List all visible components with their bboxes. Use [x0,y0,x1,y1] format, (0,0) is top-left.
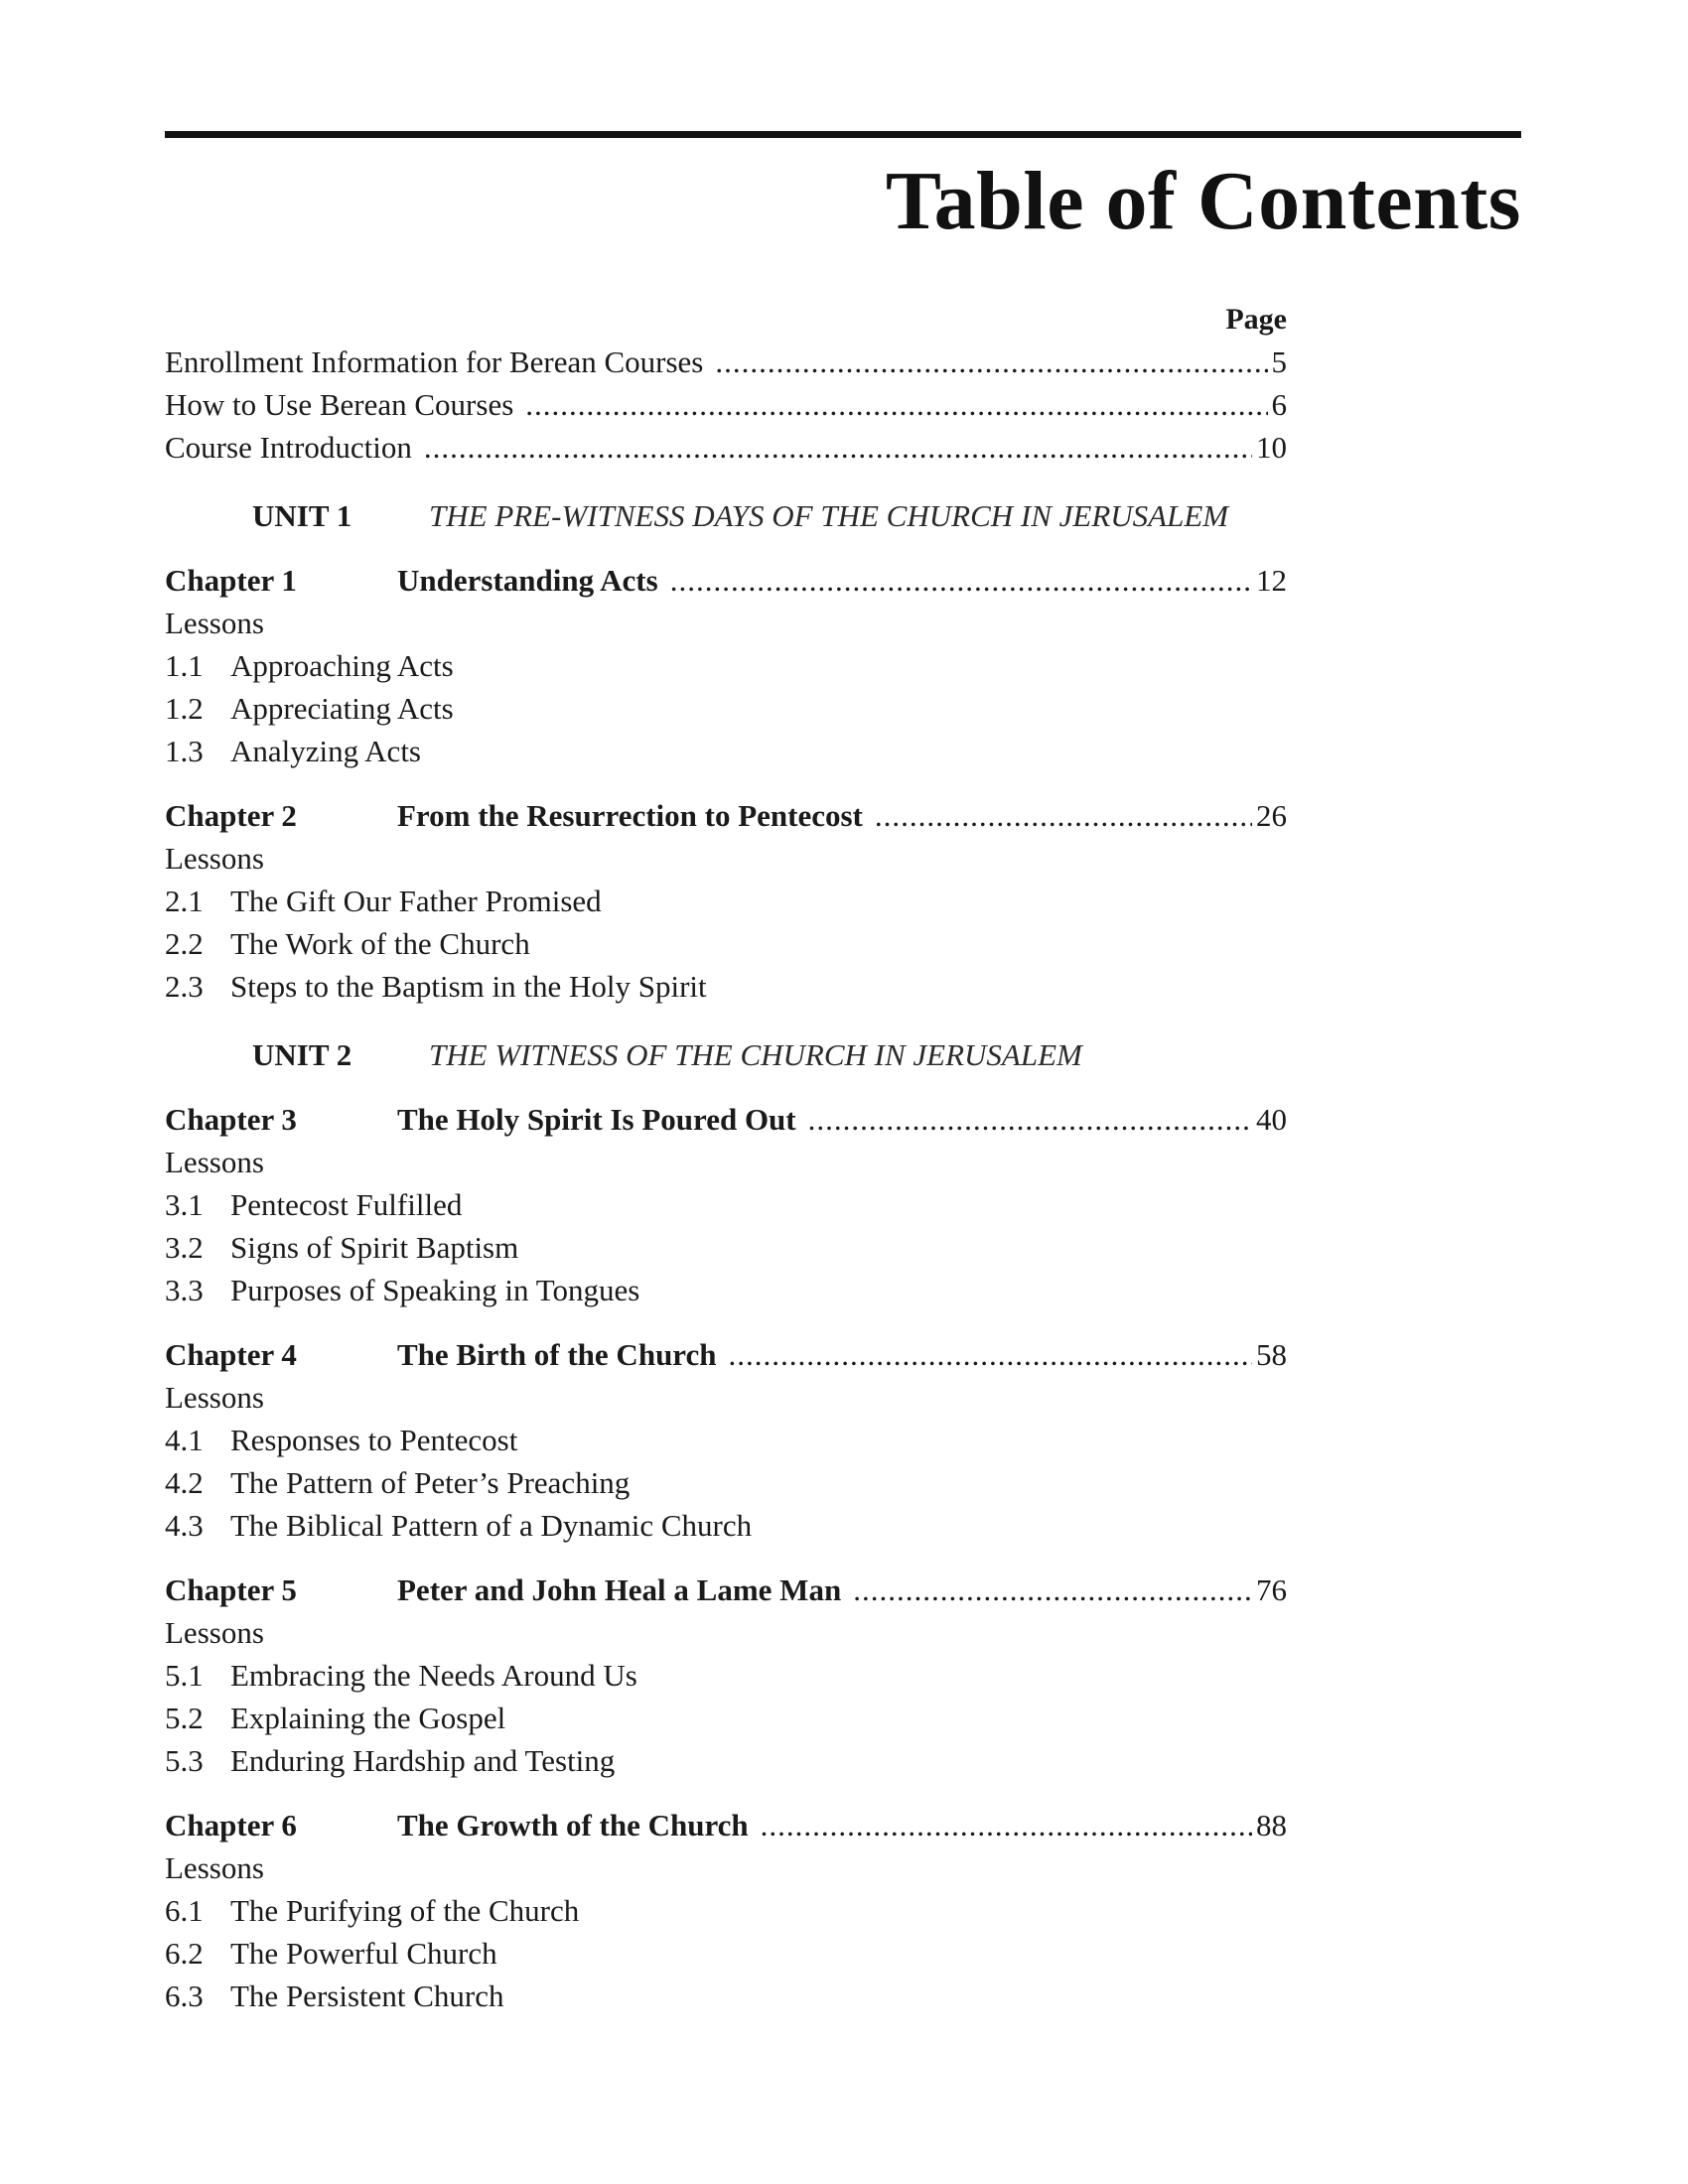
lesson-item[interactable] [165,1226,1287,1269]
chapter-page: 12 [1256,563,1287,598]
toc-entry-page: 10 [1256,430,1287,465]
lesson-item[interactable] [165,1932,1287,1975]
dot-leader [729,1333,1252,1376]
unit-heading-2 [165,1033,1287,1076]
lesson-title: Explaining the Gospel [230,1701,506,1735]
chapter-heading-3[interactable] [165,1098,1287,1141]
lesson-number: 2.1 [165,884,204,918]
lesson-item[interactable] [165,1889,1287,1932]
lesson-number: 4.2 [165,1465,204,1500]
chapter-heading-5[interactable] [165,1569,1287,1611]
lesson-title: The Pattern of Peter’s Preaching [230,1465,631,1500]
lesson-number: 2.2 [165,926,204,961]
lesson-item[interactable] [165,1269,1287,1311]
lessons-label: Lessons [165,1850,264,1885]
chapter-heading-4[interactable] [165,1333,1287,1376]
lesson-number: 3.3 [165,1273,204,1307]
chapter-title: Understanding Acts [397,563,658,598]
lesson-title: The Gift Our Father Promised [230,884,602,918]
lesson-item[interactable] [165,965,1287,1008]
table-of-contents [165,298,1287,2017]
lesson-number: 1.2 [165,691,204,726]
chapter-page: 88 [1256,1808,1287,1843]
lesson-title: Analyzing Acts [230,734,421,768]
toc-entry-label: How to Use Berean Courses [165,387,514,422]
chapter-number: Chapter 4 [165,1337,297,1372]
lesson-title: Pentecost Fulfilled [230,1187,463,1222]
lesson-item[interactable] [165,1419,1287,1461]
lesson-item[interactable] [165,730,1287,772]
chapter-heading-1[interactable] [165,559,1287,602]
page-column-header: Page [1225,303,1287,336]
toc-entry-label: Enrollment Information for Berean Courses [165,344,704,379]
lessons-label: Lessons [165,1380,264,1415]
lesson-number: 1.3 [165,734,204,768]
dot-leader [808,1098,1252,1141]
lesson-item[interactable] [165,1183,1287,1226]
lesson-item[interactable] [165,880,1287,922]
lesson-number: 2.3 [165,969,204,1004]
lesson-item[interactable] [165,922,1287,965]
lesson-title: The Purifying of the Church [230,1893,580,1928]
lesson-title: The Work of the Church [230,926,530,961]
dot-leader [715,341,1267,383]
toc-entry-how-to-use[interactable] [165,383,1287,426]
lesson-title: Responses to Pentecost [230,1423,518,1457]
toc-entry-label: Course Introduction [165,430,412,465]
lesson-item[interactable] [165,644,1287,687]
lesson-number: 3.1 [165,1187,204,1222]
dot-leader [670,559,1252,602]
chapter-heading-6[interactable] [165,1804,1287,1846]
toc-entry-page: 5 [1271,344,1287,379]
chapter-number: Chapter 6 [165,1808,297,1843]
lesson-item[interactable] [165,1654,1287,1697]
chapter-number: Chapter 2 [165,798,297,833]
lesson-title: Enduring Hardship and Testing [230,1743,616,1778]
dot-leader [525,383,1267,426]
lessons-label: Lessons [165,1615,264,1650]
lesson-title: Appreciating Acts [230,691,454,726]
dot-leader [853,1569,1252,1611]
lessons-label: Lessons [165,606,264,640]
page-title: Table of Contents [885,155,1521,247]
lesson-number: 6.3 [165,1979,204,2013]
chapter-title: The Growth of the Church [397,1808,749,1843]
lesson-item[interactable] [165,1975,1287,2017]
lesson-number: 5.3 [165,1743,204,1778]
unit-heading-1 [165,494,1287,537]
chapter-title: Peter and John Heal a Lame Man [397,1572,842,1607]
lesson-number: 6.2 [165,1936,204,1971]
lesson-title: The Persistent Church [230,1979,504,2013]
chapter-heading-2[interactable] [165,794,1287,837]
lesson-number: 5.2 [165,1701,204,1735]
lesson-item[interactable] [165,1697,1287,1739]
toc-entry-course-introduction[interactable] [165,426,1287,469]
chapter-page: 26 [1256,798,1287,833]
chapter-title: The Birth of the Church [397,1337,717,1372]
chapter-page: 40 [1256,1102,1287,1137]
chapter-number: Chapter 5 [165,1572,297,1607]
lesson-title: Approaching Acts [230,648,454,683]
lesson-number: 1.1 [165,648,204,683]
chapter-title: The Holy Spirit Is Poured Out [397,1102,796,1137]
chapter-title: From the Resurrection to Pentecost [397,798,863,833]
lessons-label: Lessons [165,1145,264,1179]
lesson-title: The Biblical Pattern of a Dynamic Church [230,1508,753,1543]
dot-leader [424,426,1252,469]
chapter-page: 58 [1256,1337,1287,1372]
chapter-number: Chapter 1 [165,563,297,598]
lesson-title: Purposes of Speaking in Tongues [230,1273,640,1307]
header-rule [165,131,1521,138]
toc-entry-enrollment[interactable] [165,341,1287,383]
lesson-number: 6.1 [165,1893,204,1928]
lessons-label: Lessons [165,841,264,876]
dot-leader [875,794,1252,837]
toc-entry-page: 6 [1271,387,1287,422]
unit-title: THE WITNESS OF THE CHURCH IN JERUSALEM [429,1037,1082,1072]
unit-title: THE PRE-WITNESS DAYS OF THE CHURCH IN JERUSALEM [429,498,1229,533]
lesson-number: 5.1 [165,1658,204,1693]
unit-number: UNIT 2 [252,1037,352,1072]
lesson-number: 4.3 [165,1508,204,1543]
lesson-title: Steps to the Baptism in the Holy Spirit [230,969,707,1004]
lesson-item[interactable] [165,1461,1287,1504]
lesson-item[interactable] [165,687,1287,730]
chapter-number: Chapter 3 [165,1102,297,1137]
lesson-number: 4.1 [165,1423,204,1457]
lesson-item[interactable] [165,1739,1287,1782]
dot-leader [761,1804,1252,1846]
unit-number: UNIT 1 [252,498,352,533]
lesson-item[interactable] [165,1504,1287,1547]
lesson-number: 3.2 [165,1230,204,1265]
lesson-title: Signs of Spirit Baptism [230,1230,519,1265]
lesson-title: The Powerful Church [230,1936,497,1971]
lesson-title: Embracing the Needs Around Us [230,1658,637,1693]
chapter-page: 76 [1256,1572,1287,1607]
